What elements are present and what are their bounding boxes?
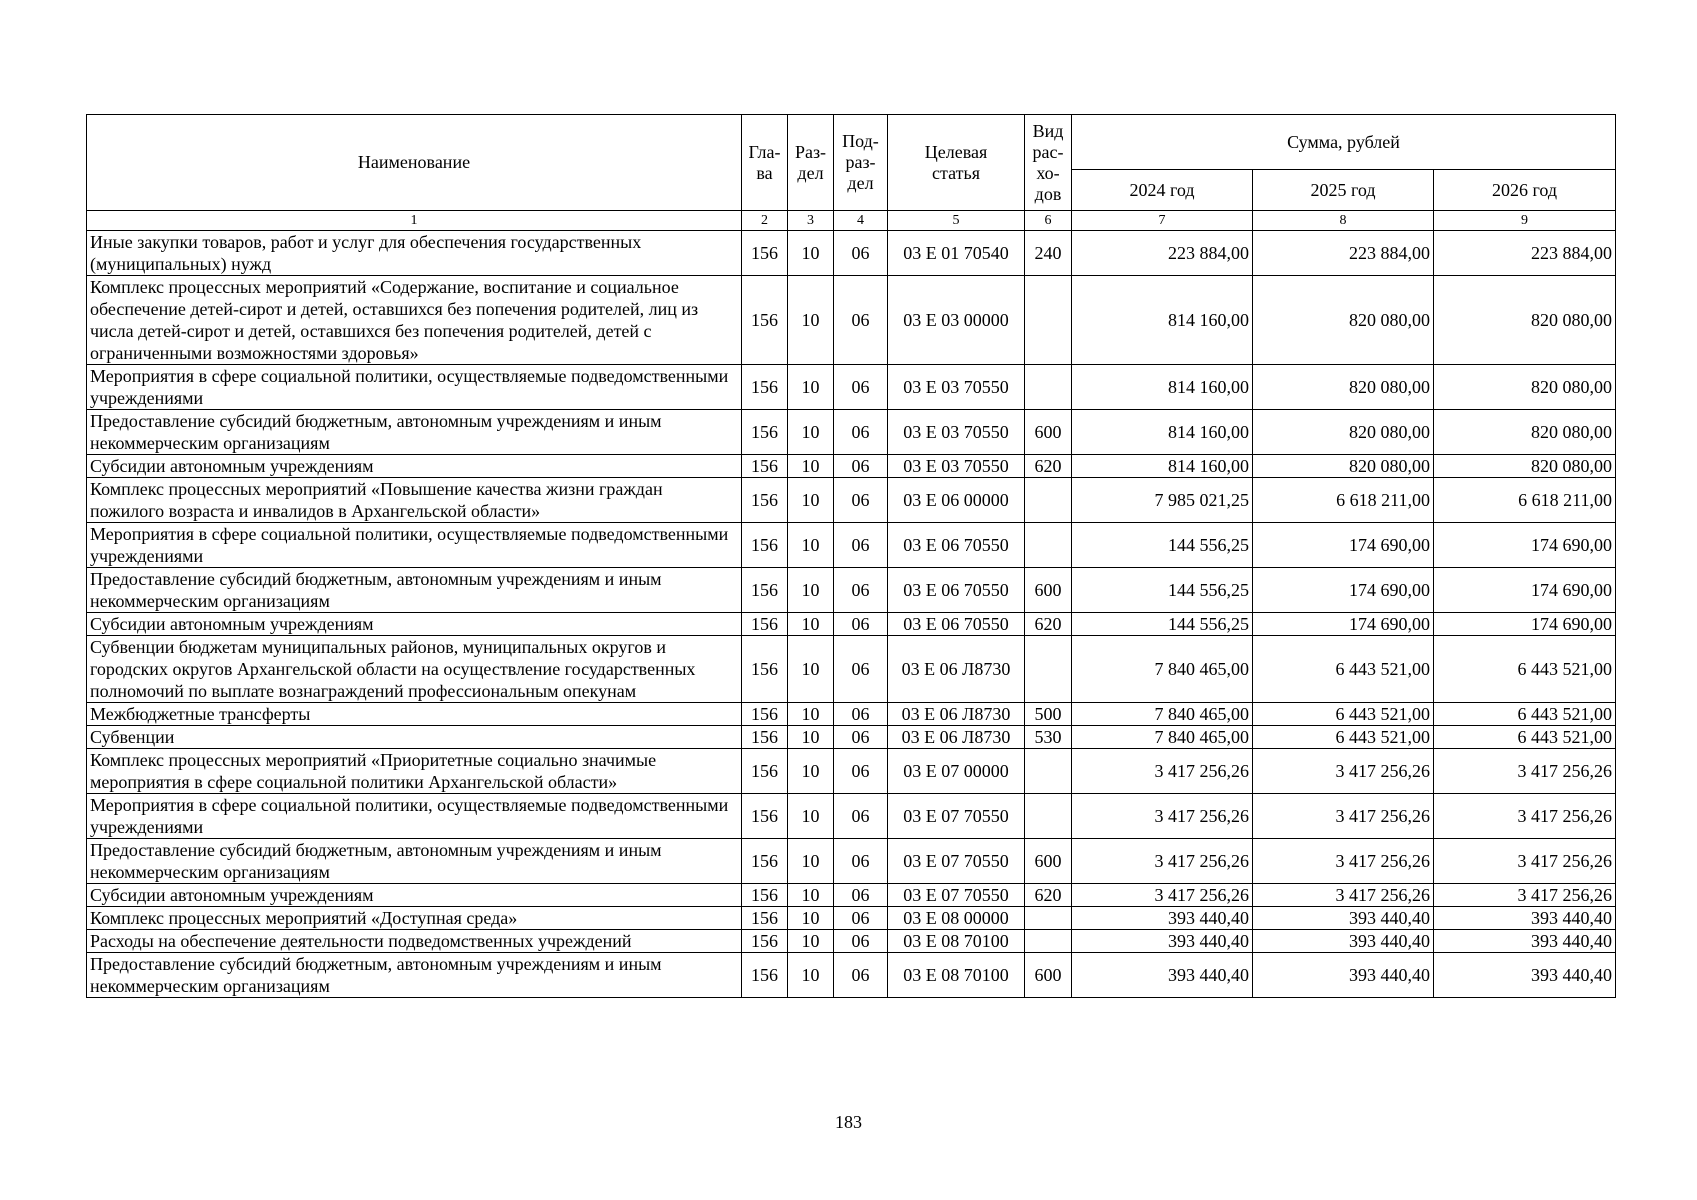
cell-subsection: 06: [834, 907, 888, 930]
cell-section: 10: [788, 455, 834, 478]
cell-name: Предоставление субсидий бюджетным, автономным учреждениям и иным некоммерческим организациям: [87, 568, 742, 613]
budget-table: [86, 114, 1616, 998]
cell-sum-2026: 820 080,00: [1434, 410, 1616, 455]
cell-chapter: 156: [742, 636, 788, 703]
cell-sum-2026: 6 443 521,00: [1434, 703, 1616, 726]
cell-expense-type: [1025, 523, 1072, 568]
header-name: Наименование: [87, 115, 742, 211]
cell-name: Иные закупки товаров, работ и услуг для обеспечения государственных (муниципальных) нужд: [87, 231, 742, 276]
header-sum: Сумма, рублей: [1072, 115, 1616, 170]
cell-expense-type: [1025, 478, 1072, 523]
cell-sum-2025: 393 440,40: [1253, 953, 1434, 998]
cell-target-article: 03 Е 06 70550: [888, 568, 1025, 613]
cell-chapter: 156: [742, 703, 788, 726]
cell-sum-2026: 3 417 256,26: [1434, 884, 1616, 907]
table-row: [87, 523, 1616, 568]
cell-sum-2025: 393 440,40: [1253, 907, 1434, 930]
cell-target-article: 03 Е 06 Л8730: [888, 636, 1025, 703]
cell-expense-type: [1025, 365, 1072, 410]
cell-chapter: 156: [742, 276, 788, 365]
cell-section: 10: [788, 478, 834, 523]
table-body: [87, 231, 1616, 998]
cell-name: Субсидии автономным учреждениям: [87, 613, 742, 636]
cell-name: Субсидии автономным учреждениям: [87, 884, 742, 907]
cell-subsection: 06: [834, 410, 888, 455]
table-row: [87, 365, 1616, 410]
cell-target-article: 03 Е 08 70100: [888, 930, 1025, 953]
cell-sum-2025: 6 443 521,00: [1253, 726, 1434, 749]
cell-sum-2026: 393 440,40: [1434, 907, 1616, 930]
cell-chapter: 156: [742, 749, 788, 794]
cell-target-article: 03 Е 03 70550: [888, 410, 1025, 455]
cell-chapter: 156: [742, 930, 788, 953]
cell-sum-2025: 820 080,00: [1253, 410, 1434, 455]
cell-section: 10: [788, 907, 834, 930]
cell-sum-2026: 6 443 521,00: [1434, 726, 1616, 749]
header-year-2026: 2026 год: [1434, 170, 1616, 211]
cell-sum-2026: 6 443 521,00: [1434, 636, 1616, 703]
cell-sum-2025: 174 690,00: [1253, 613, 1434, 636]
cell-chapter: 156: [742, 884, 788, 907]
cell-sum-2025: 6 443 521,00: [1253, 703, 1434, 726]
cell-chapter: 156: [742, 455, 788, 478]
cell-target-article: 03 Е 08 00000: [888, 907, 1025, 930]
cell-target-article: 03 Е 03 00000: [888, 276, 1025, 365]
cell-target-article: 03 Е 03 70550: [888, 455, 1025, 478]
cell-sum-2024: 3 417 256,26: [1072, 749, 1253, 794]
cell-sum-2025: 174 690,00: [1253, 568, 1434, 613]
cell-sum-2025: 393 440,40: [1253, 930, 1434, 953]
cell-expense-type: 620: [1025, 613, 1072, 636]
cell-sum-2024: 3 417 256,26: [1072, 794, 1253, 839]
cell-expense-type: 600: [1025, 568, 1072, 613]
cell-name: Мероприятия в сфере социальной политики, осуществляемые подведомственными учреждениями: [87, 523, 742, 568]
column-number: 1: [87, 211, 742, 231]
cell-section: 10: [788, 231, 834, 276]
header-chapter: Гла- ва: [742, 115, 788, 211]
cell-name: Межбюджетные трансферты: [87, 703, 742, 726]
cell-sum-2024: 814 160,00: [1072, 365, 1253, 410]
column-number: 2: [742, 211, 788, 231]
cell-name: Мероприятия в сфере социальной политики, осуществляемые подведомственными учреждениями: [87, 365, 742, 410]
column-number: 4: [834, 211, 888, 231]
cell-sum-2025: 223 884,00: [1253, 231, 1434, 276]
table-row: [87, 839, 1616, 884]
cell-subsection: 06: [834, 703, 888, 726]
cell-sum-2025: 820 080,00: [1253, 455, 1434, 478]
header-section: Раз- дел: [788, 115, 834, 211]
cell-section: 10: [788, 930, 834, 953]
cell-sum-2024: 3 417 256,26: [1072, 839, 1253, 884]
cell-target-article: 03 Е 07 70550: [888, 794, 1025, 839]
cell-section: 10: [788, 613, 834, 636]
cell-subsection: 06: [834, 930, 888, 953]
cell-section: 10: [788, 703, 834, 726]
cell-section: 10: [788, 568, 834, 613]
cell-target-article: 03 Е 01 70540: [888, 231, 1025, 276]
cell-sum-2026: 3 417 256,26: [1434, 839, 1616, 884]
cell-expense-type: [1025, 794, 1072, 839]
cell-section: 10: [788, 749, 834, 794]
cell-sum-2024: 393 440,40: [1072, 930, 1253, 953]
column-number: 3: [788, 211, 834, 231]
cell-sum-2024: 393 440,40: [1072, 953, 1253, 998]
table-row: [87, 276, 1616, 365]
column-number-row: [87, 211, 1616, 231]
cell-subsection: 06: [834, 636, 888, 703]
cell-name: Комплекс процессных мероприятий «Приоритетные социально значимые мероприятия в сфере социальной политики Архангельской области»: [87, 749, 742, 794]
cell-expense-type: 500: [1025, 703, 1072, 726]
table-row: [87, 703, 1616, 726]
cell-sum-2024: 144 556,25: [1072, 568, 1253, 613]
cell-section: 10: [788, 726, 834, 749]
cell-sum-2026: 174 690,00: [1434, 613, 1616, 636]
cell-sum-2026: 3 417 256,26: [1434, 794, 1616, 839]
cell-expense-type: [1025, 749, 1072, 794]
table-row: [87, 907, 1616, 930]
column-number: 5: [888, 211, 1025, 231]
cell-sum-2026: 223 884,00: [1434, 231, 1616, 276]
cell-section: 10: [788, 884, 834, 907]
cell-sum-2024: 814 160,00: [1072, 276, 1253, 365]
cell-subsection: 06: [834, 749, 888, 794]
cell-chapter: 156: [742, 478, 788, 523]
cell-expense-type: [1025, 276, 1072, 365]
table-row: [87, 930, 1616, 953]
column-number: 7: [1072, 211, 1253, 231]
cell-target-article: 03 Е 06 70550: [888, 523, 1025, 568]
cell-sum-2026: 6 618 211,00: [1434, 478, 1616, 523]
cell-name: Комплекс процессных мероприятий «Содержание, воспитание и социальное обеспечение детей-сирот и детей, оставшихся без попечения родителей, лиц из числа детей-сирот и детей, оставшихся без попечения родителей, детей с ограниченными возможностями здоровья»: [87, 276, 742, 365]
cell-chapter: 156: [742, 410, 788, 455]
cell-name: Предоставление субсидий бюджетным, автономным учреждениям и иным некоммерческим организациям: [87, 410, 742, 455]
cell-sum-2026: 820 080,00: [1434, 365, 1616, 410]
table-row: [87, 613, 1616, 636]
cell-subsection: 06: [834, 839, 888, 884]
cell-target-article: 03 Е 07 70550: [888, 884, 1025, 907]
header-year-2025: 2025 год: [1253, 170, 1434, 211]
cell-target-article: 03 Е 07 70550: [888, 839, 1025, 884]
cell-target-article: 03 Е 06 00000: [888, 478, 1025, 523]
table-row: [87, 231, 1616, 276]
cell-sum-2026: 393 440,40: [1434, 953, 1616, 998]
table-row: [87, 568, 1616, 613]
cell-subsection: 06: [834, 365, 888, 410]
cell-chapter: 156: [742, 726, 788, 749]
header-expense-type: Вид рас- хо- дов: [1025, 115, 1072, 211]
cell-sum-2025: 820 080,00: [1253, 365, 1434, 410]
page-number: 183: [835, 1112, 862, 1132]
cell-section: 10: [788, 410, 834, 455]
cell-subsection: 06: [834, 953, 888, 998]
cell-name: Субвенции: [87, 726, 742, 749]
cell-sum-2026: 174 690,00: [1434, 523, 1616, 568]
table-row: [87, 794, 1616, 839]
cell-section: 10: [788, 839, 834, 884]
cell-sum-2025: 6 618 211,00: [1253, 478, 1434, 523]
column-number: 6: [1025, 211, 1072, 231]
cell-subsection: 06: [834, 523, 888, 568]
cell-section: 10: [788, 953, 834, 998]
cell-subsection: 06: [834, 726, 888, 749]
cell-expense-type: 600: [1025, 410, 1072, 455]
cell-target-article: 03 Е 06 Л8730: [888, 726, 1025, 749]
cell-sum-2025: 3 417 256,26: [1253, 884, 1434, 907]
column-number: 9: [1434, 211, 1616, 231]
cell-section: 10: [788, 636, 834, 703]
cell-chapter: 156: [742, 568, 788, 613]
table-row: [87, 455, 1616, 478]
column-number: 8: [1253, 211, 1434, 231]
cell-sum-2024: 3 417 256,26: [1072, 884, 1253, 907]
cell-name: Мероприятия в сфере социальной политики, осуществляемые подведомственными учреждениями: [87, 794, 742, 839]
cell-sum-2024: 814 160,00: [1072, 455, 1253, 478]
cell-sum-2024: 7 840 465,00: [1072, 703, 1253, 726]
cell-sum-2025: 3 417 256,26: [1253, 839, 1434, 884]
cell-sum-2024: 7 985 021,25: [1072, 478, 1253, 523]
cell-expense-type: [1025, 930, 1072, 953]
cell-expense-type: 620: [1025, 884, 1072, 907]
cell-subsection: 06: [834, 613, 888, 636]
table-row: [87, 884, 1616, 907]
header-subsection: Под- раз- дел: [834, 115, 888, 211]
cell-sum-2025: 6 443 521,00: [1253, 636, 1434, 703]
cell-target-article: 03 Е 06 70550: [888, 613, 1025, 636]
cell-expense-type: [1025, 907, 1072, 930]
cell-chapter: 156: [742, 907, 788, 930]
cell-name: Комплекс процессных мероприятий «Доступная среда»: [87, 907, 742, 930]
cell-chapter: 156: [742, 523, 788, 568]
cell-chapter: 156: [742, 953, 788, 998]
cell-target-article: 03 Е 07 00000: [888, 749, 1025, 794]
cell-chapter: 156: [742, 794, 788, 839]
cell-name: Субвенции бюджетам муниципальных районов, муниципальных округов и городских округов Архангельской области на осуществление государственных полномочий по выплате вознаграждений профессиональным опекунам: [87, 636, 742, 703]
cell-sum-2026: 3 417 256,26: [1434, 749, 1616, 794]
cell-sum-2025: 3 417 256,26: [1253, 794, 1434, 839]
cell-target-article: 03 Е 08 70100: [888, 953, 1025, 998]
cell-name: Предоставление субсидий бюджетным, автономным учреждениям и иным некоммерческим организациям: [87, 839, 742, 884]
cell-target-article: 03 Е 06 Л8730: [888, 703, 1025, 726]
cell-sum-2024: 144 556,25: [1072, 613, 1253, 636]
cell-name: Расходы на обеспечение деятельности подведомственных учреждений: [87, 930, 742, 953]
table-row: [87, 410, 1616, 455]
cell-target-article: 03 Е 03 70550: [888, 365, 1025, 410]
cell-name: Комплекс процессных мероприятий «Повышение качества жизни граждан пожилого возраста и инвалидов в Архангельской области»: [87, 478, 742, 523]
table-row: [87, 726, 1616, 749]
table-row: [87, 749, 1616, 794]
cell-subsection: 06: [834, 794, 888, 839]
cell-sum-2024: 393 440,40: [1072, 907, 1253, 930]
cell-subsection: 06: [834, 478, 888, 523]
cell-expense-type: 620: [1025, 455, 1072, 478]
cell-sum-2026: 174 690,00: [1434, 568, 1616, 613]
cell-section: 10: [788, 794, 834, 839]
cell-sum-2024: 7 840 465,00: [1072, 636, 1253, 703]
cell-chapter: 156: [742, 613, 788, 636]
cell-chapter: 156: [742, 839, 788, 884]
cell-expense-type: 240: [1025, 231, 1072, 276]
cell-subsection: 06: [834, 276, 888, 365]
cell-sum-2024: 7 840 465,00: [1072, 726, 1253, 749]
cell-chapter: 156: [742, 365, 788, 410]
cell-expense-type: 600: [1025, 953, 1072, 998]
cell-sum-2024: 144 556,25: [1072, 523, 1253, 568]
cell-sum-2026: 393 440,40: [1434, 930, 1616, 953]
cell-sum-2026: 820 080,00: [1434, 276, 1616, 365]
cell-expense-type: 600: [1025, 839, 1072, 884]
cell-expense-type: 530: [1025, 726, 1072, 749]
cell-sum-2025: 3 417 256,26: [1253, 749, 1434, 794]
cell-sum-2024: 223 884,00: [1072, 231, 1253, 276]
cell-chapter: 156: [742, 231, 788, 276]
cell-name: Субсидии автономным учреждениям: [87, 455, 742, 478]
table-row: [87, 953, 1616, 998]
header-target-article: Целевая статья: [888, 115, 1025, 211]
cell-sum-2025: 820 080,00: [1253, 276, 1434, 365]
cell-sum-2024: 814 160,00: [1072, 410, 1253, 455]
cell-sum-2025: 174 690,00: [1253, 523, 1434, 568]
cell-subsection: 06: [834, 568, 888, 613]
cell-subsection: 06: [834, 231, 888, 276]
cell-section: 10: [788, 523, 834, 568]
cell-section: 10: [788, 276, 834, 365]
cell-expense-type: [1025, 636, 1072, 703]
header-year-2024: 2024 год: [1072, 170, 1253, 211]
cell-subsection: 06: [834, 455, 888, 478]
cell-subsection: 06: [834, 884, 888, 907]
table-row: [87, 636, 1616, 703]
cell-section: 10: [788, 365, 834, 410]
table-row: [87, 478, 1616, 523]
cell-name: Предоставление субсидий бюджетным, автономным учреждениям и иным некоммерческим организациям: [87, 953, 742, 998]
cell-sum-2026: 820 080,00: [1434, 455, 1616, 478]
